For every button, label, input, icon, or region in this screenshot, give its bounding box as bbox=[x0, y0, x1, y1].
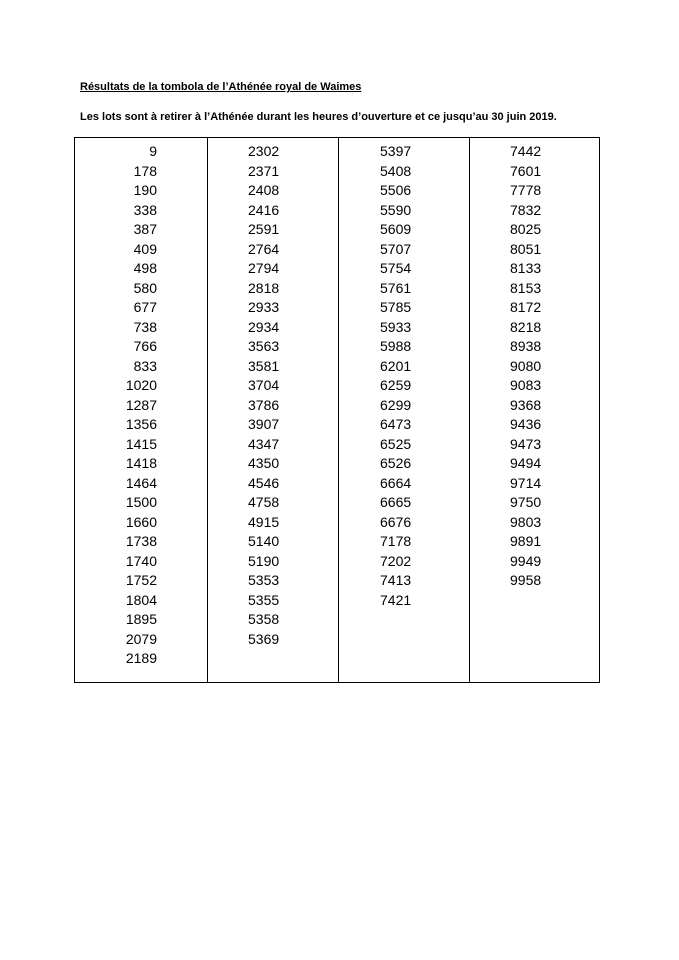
winning-number: 2408 bbox=[248, 182, 280, 198]
winning-number: 6526 bbox=[380, 455, 412, 471]
winning-number: 3704 bbox=[248, 377, 280, 393]
winning-number: 9368 bbox=[510, 396, 542, 413]
winning-number: 7601 bbox=[510, 162, 542, 179]
winning-number: 4350 bbox=[248, 455, 280, 471]
results-column-2 bbox=[207, 138, 338, 682]
winning-number: 5590 bbox=[380, 201, 412, 218]
winning-number: 6665 bbox=[380, 494, 412, 510]
winning-number: 190 bbox=[133, 182, 157, 198]
winning-number: 2302 bbox=[248, 143, 280, 159]
winning-number: 677 bbox=[133, 299, 157, 315]
winning-number: 5609 bbox=[380, 221, 412, 237]
winning-number: 2933 bbox=[248, 299, 280, 315]
winning-number: 1804 bbox=[125, 591, 157, 608]
winning-number: 580 bbox=[133, 279, 157, 296]
winning-number: 6299 bbox=[380, 396, 412, 413]
document-title: Résultats de la tombola de l’Athénée royal de Waimes bbox=[80, 81, 362, 93]
winning-number: 5754 bbox=[380, 260, 412, 276]
winning-number: 2416 bbox=[248, 201, 280, 218]
winning-number: 6664 bbox=[380, 474, 412, 491]
winning-number: 1418 bbox=[125, 455, 157, 471]
winning-number: 5369 bbox=[248, 630, 280, 647]
winning-number: 9080 bbox=[510, 357, 542, 374]
winning-number: 387 bbox=[133, 221, 157, 237]
winning-number: 9958 bbox=[510, 572, 542, 588]
winning-number: 2189 bbox=[125, 650, 157, 666]
winning-number: 5140 bbox=[248, 533, 280, 549]
winning-number: 6676 bbox=[380, 513, 412, 530]
winning-number: 1660 bbox=[125, 513, 157, 530]
winning-number: 7178 bbox=[380, 533, 412, 549]
winning-number: 4758 bbox=[248, 494, 280, 510]
winning-number: 1895 bbox=[125, 611, 157, 627]
winning-number: 4347 bbox=[248, 435, 280, 452]
winning-number: 7202 bbox=[380, 552, 412, 569]
winning-number: 1464 bbox=[125, 474, 157, 491]
winning-number: 9083 bbox=[510, 377, 542, 393]
winning-number: 9949 bbox=[510, 552, 542, 569]
winning-number: 1415 bbox=[125, 435, 157, 452]
winning-number: 2764 bbox=[248, 240, 280, 257]
winning-number: 8133 bbox=[510, 260, 542, 276]
winning-number: 7413 bbox=[380, 572, 412, 588]
winning-number: 6259 bbox=[380, 377, 412, 393]
winning-number: 738 bbox=[133, 318, 157, 335]
winning-number: 498 bbox=[133, 260, 157, 276]
winning-number: 1738 bbox=[125, 533, 157, 549]
winning-number: 5933 bbox=[380, 318, 412, 335]
results-table bbox=[74, 137, 600, 683]
winning-number: 5506 bbox=[380, 182, 412, 198]
winning-number: 9473 bbox=[510, 435, 542, 452]
winning-number: 5408 bbox=[380, 162, 412, 179]
winning-number: 7421 bbox=[380, 591, 412, 608]
winning-number: 3581 bbox=[248, 357, 280, 374]
winning-number: 8938 bbox=[510, 338, 542, 354]
winning-number: 1287 bbox=[125, 396, 157, 413]
winning-number: 7442 bbox=[510, 143, 542, 159]
winning-number: 6473 bbox=[380, 416, 412, 432]
winning-number: 3786 bbox=[248, 396, 280, 413]
winning-number: 9803 bbox=[510, 513, 542, 530]
winning-number: 1752 bbox=[125, 572, 157, 588]
winning-number: 8172 bbox=[510, 299, 542, 315]
winning-number: 4546 bbox=[248, 474, 280, 491]
winning-number: 9436 bbox=[510, 416, 542, 432]
winning-number: 2591 bbox=[248, 221, 280, 237]
winning-number: 4915 bbox=[248, 513, 280, 530]
winning-number: 5353 bbox=[248, 572, 280, 588]
winning-number: 9494 bbox=[510, 455, 542, 471]
winning-number: 5190 bbox=[248, 552, 280, 569]
winning-number: 2079 bbox=[125, 630, 157, 647]
winning-number: 6525 bbox=[380, 435, 412, 452]
winning-number: 338 bbox=[133, 201, 157, 218]
winning-number: 2371 bbox=[248, 162, 280, 179]
winning-number: 5358 bbox=[248, 611, 280, 627]
winning-number: 9891 bbox=[510, 533, 542, 549]
winning-number: 9750 bbox=[510, 494, 542, 510]
winning-number: 9 bbox=[149, 143, 157, 159]
winning-number: 2794 bbox=[248, 260, 280, 276]
winning-number: 9714 bbox=[510, 474, 542, 491]
results-column-3 bbox=[338, 138, 469, 682]
winning-number: 5355 bbox=[248, 591, 280, 608]
winning-number: 1500 bbox=[125, 494, 157, 510]
winning-number: 8025 bbox=[510, 221, 542, 237]
winning-number: 6201 bbox=[380, 357, 412, 374]
winning-number: 8218 bbox=[510, 318, 542, 335]
winning-number: 178 bbox=[133, 162, 157, 179]
winning-number: 1020 bbox=[125, 377, 157, 393]
winning-number: 5988 bbox=[380, 338, 412, 354]
winning-number: 7832 bbox=[510, 201, 542, 218]
winning-number: 2818 bbox=[248, 279, 280, 296]
winning-number: 5397 bbox=[380, 143, 412, 159]
winning-number: 8153 bbox=[510, 279, 542, 296]
winning-number: 8051 bbox=[510, 240, 542, 257]
results-column-1 bbox=[75, 138, 207, 682]
winning-number: 5785 bbox=[380, 299, 412, 315]
winning-number: 1356 bbox=[125, 416, 157, 432]
winning-number: 5761 bbox=[380, 279, 412, 296]
winning-number: 1740 bbox=[125, 552, 157, 569]
winning-number: 3907 bbox=[248, 416, 280, 432]
winning-number: 7778 bbox=[510, 182, 542, 198]
winning-number: 409 bbox=[133, 240, 157, 257]
winning-number: 766 bbox=[133, 338, 157, 354]
winning-number: 833 bbox=[133, 357, 157, 374]
winning-number: 3563 bbox=[248, 338, 280, 354]
winning-number: 2934 bbox=[248, 318, 280, 335]
winning-number: 5707 bbox=[380, 240, 412, 257]
results-column-4 bbox=[469, 138, 599, 682]
pickup-notice: Les lots sont à retirer à l’Athénée durant les heures d’ouverture et ce jusqu’au 30 juin 2019. bbox=[80, 111, 557, 123]
